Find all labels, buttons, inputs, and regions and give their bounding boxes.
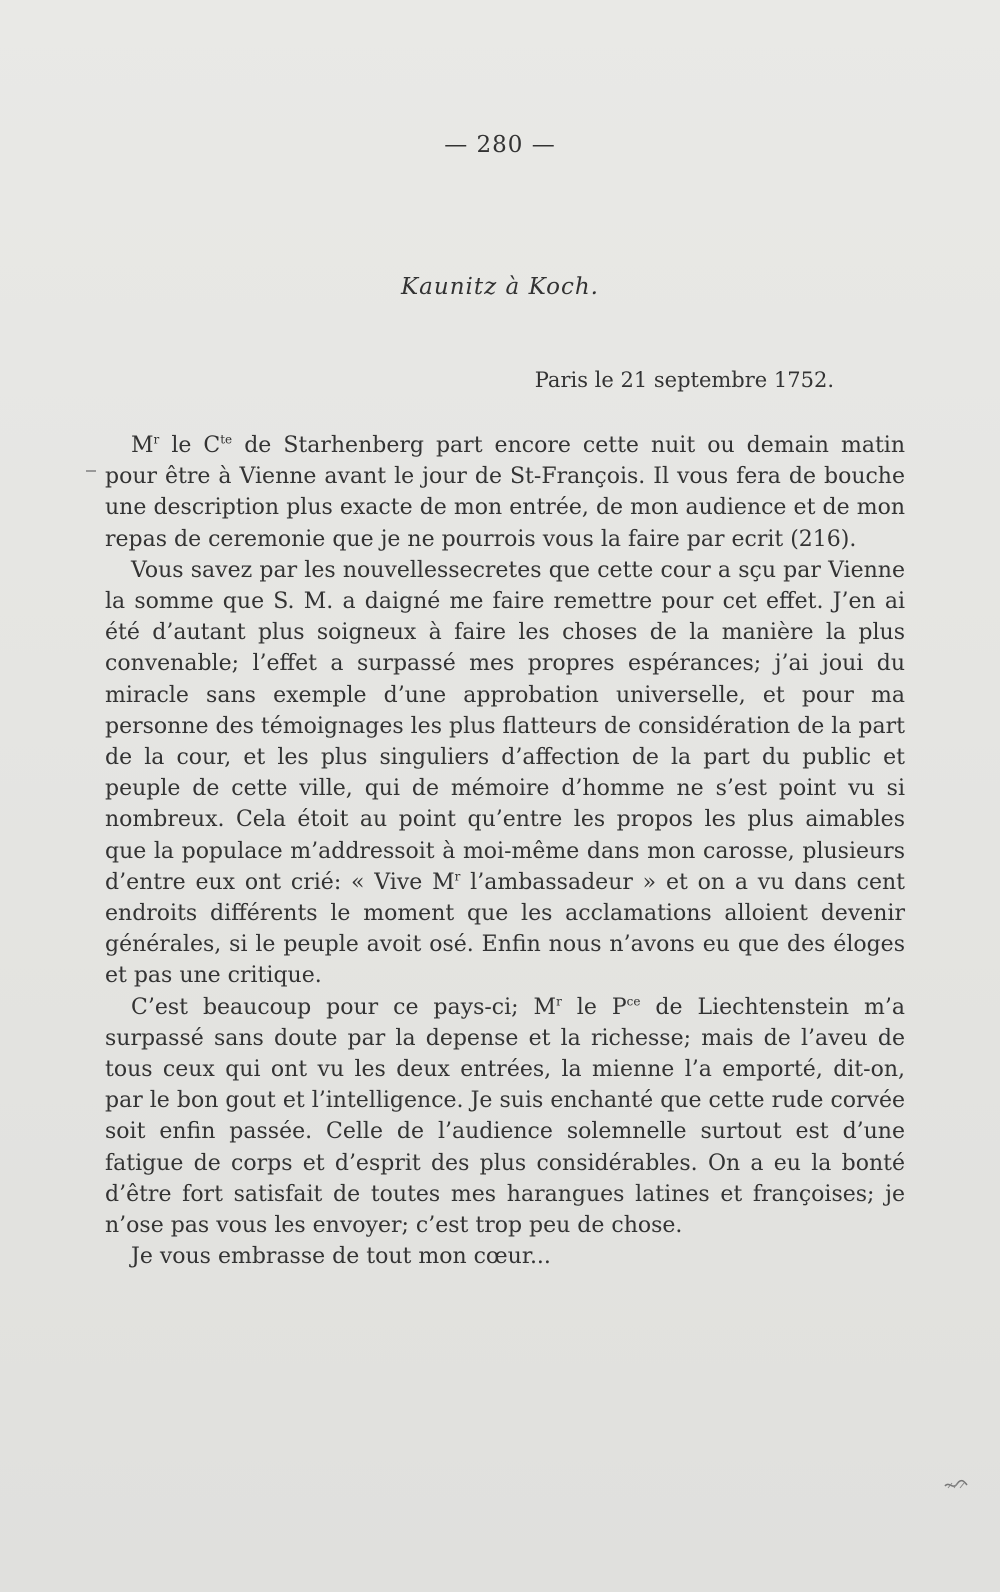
page-number: — 280 —: [444, 132, 556, 158]
letter-heading: Kaunitz à Koch.: [401, 274, 599, 300]
letter-body: [105, 430, 905, 1272]
margin-mark: [86, 470, 96, 472]
paragraph-1: $M^r$ le $C^{te}$ de Starhenberg part encore cette nuit ou demain matin pour être à Vienne avant le jour de St-François. Il vous fera de bouche une description plus exacte de mon entrée, de mon audience et de mon repas de ceremonie que je ne pourrois vous la faire par ecrit (216).: [105, 432, 905, 552]
paragraph-3: C’est beaucoup pour ce pays-ci; $M^r$ le $P^{ce}$ de Liechtenstein m’a surpassé sans doute par la depense et la richesse; mais de l’aveu de tous ceux qui ont vu les deux entrées, la mienne l’a emporté, dit-on, par le bon gout et l’intelligence. Je suis enchanté que cette rude corvée soit enfin passée. Celle de l’audience solemnelle surtout est d’une fatigue de corps et d’esprit des plus considérables. On a eu la bonté d’être fort satisfait de toutes mes harangues latines et françoises; je n’ose pas vous les envoyer; c’est trop peu de chose.: [105, 994, 905, 1239]
closing-line: Je vous embrasse de tout mon cœur...: [131, 1244, 551, 1270]
ornament-icon: [944, 1478, 968, 1492]
paragraph-2: Vous savez par les nouvellessecretes que cette cour a sçu par Vienne la somme que S. M. a daigné me faire remettre pour cet effet. J’en ai été d’autant plus soigneux à faire les choses de la manière la plus convenable; l’effet a surpassé mes propres espérances; j’ai joui du miracle sans exemple d’une approbation universelle, et pour ma personne des témoignages les plus flatteurs de considération de la part de la cour, et les plus singuliers d’affection de la part du public et peuple de cette ville, qui de mémoire d’homme ne s’est point vu si nombreux. Cela étoit au point qu’entre les propos les plus aimables que la populace m’addressoit à moi-même dans mon carosse, plusieurs d’entre eux ont crié: « Vive $M^r$ l’ambassadeur » et on a vu dans cent endroits différents le moment que les acclamations alloient devenir générales, si le peuple avoit osé. Enfin nous n’avons eu que des éloges et pas une critique.: [105, 557, 905, 989]
dateline: Paris le 21 septembre 1752.: [534, 368, 834, 392]
